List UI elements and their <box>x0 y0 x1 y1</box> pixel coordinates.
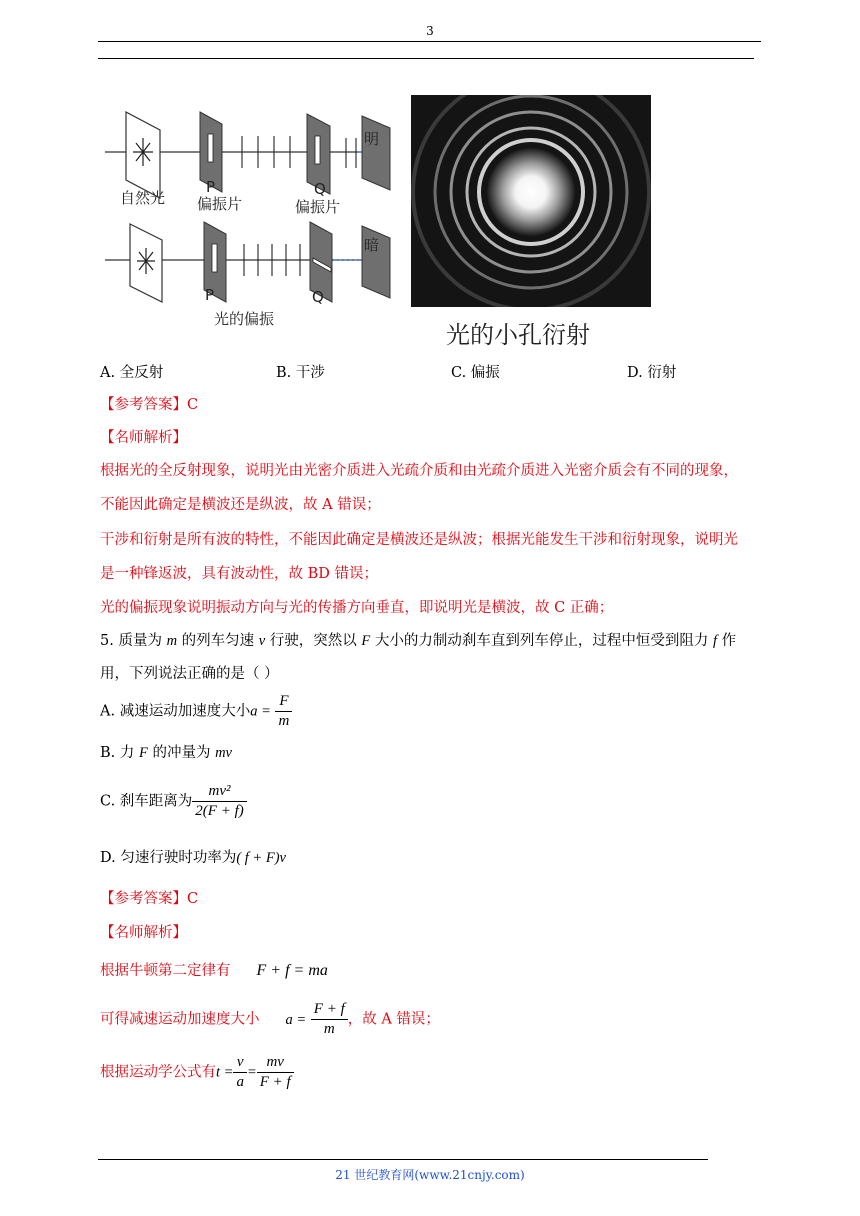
label-dark: 暗 <box>364 236 380 254</box>
label-p2: P <box>205 286 215 304</box>
polarization-diagram <box>100 88 406 338</box>
footer-link[interactable]: 21 世纪教育网(www.21cnjy.com) <box>335 1168 525 1182</box>
q4-analysis-line-5: 光的偏振现象说明振动方向与光的传播方向垂直，即说明光是横波，故 C 正确； <box>100 600 614 616</box>
q4-analysis-line-3: 干涉和衍射是所有波的特性，不能因此确定是横波还是纵波；根据光能发生干涉和衍射现象，说明光 <box>100 532 738 548</box>
q5-stem-line-1: 5. 质量为 m 的列车匀速 v 行驶，突然以 F 大小的力制动刹车直到列车停止，过程中恒受到阻力 f 作 <box>100 633 737 649</box>
vertical-vibration-arrows-2 <box>346 138 356 168</box>
q5-option-a: A. 减速运动加速度大小a = $\frac{F}{m}$ <box>100 692 292 731</box>
q4-analysis-line-1: 根据光的全反射现象，说明光由光密介质进入光疏介质和由光疏介质进入光密介质会有不同的现象， <box>100 463 738 479</box>
page-number: 3 <box>426 24 434 38</box>
q5-analysis-line-1: 根据牛顿第二定律有 F + f = ma <box>100 962 328 979</box>
q4-analysis-label: 【名师解析】 <box>100 430 187 446</box>
q4-option-b: B. 干涉 <box>276 365 325 381</box>
diffraction-pattern-image <box>411 95 651 307</box>
q4-option-d: D. 衍射 <box>627 365 677 381</box>
q5-option-a-fraction: $\frac{F}{m}$ <box>275 692 292 731</box>
q5-analysis-line-2: 可得减速运动加速度大小 a = $\frac{F + f}{m}$ ，故 A 错误； <box>100 1001 440 1037</box>
label-q1: Q <box>314 180 326 198</box>
screen-bright <box>362 116 390 190</box>
label-p1: P <box>206 178 216 196</box>
q4-option-a: A. 全反射 <box>100 365 164 381</box>
diffraction-caption: 光的小孔衍射 <box>446 321 590 349</box>
q5-analysis-fraction-t2: $\frac{mv}{F + f}$ <box>257 1053 294 1092</box>
footer-rule <box>98 1159 708 1160</box>
q5-answer: 【参考答案】C <box>100 891 199 907</box>
q5-analysis-label: 【名师解析】 <box>100 925 187 941</box>
header-rule-top <box>98 41 761 42</box>
label-polarizer-1: 偏振片 <box>197 195 243 213</box>
q4-analysis-line-2: 不能因此确定是横波还是纵波，故 A 错误； <box>100 497 381 513</box>
q5-analysis-fraction-a: $\frac{F + f}{m}$ <box>311 1000 348 1039</box>
label-polarizer-2: 偏振片 <box>295 198 341 216</box>
q5-option-d: D. 匀速行驶时功率为( f + F)v <box>100 850 286 866</box>
q5-analysis-fraction-t1: $\frac{v}{a}$ <box>233 1053 247 1092</box>
header-rule-bottom <box>98 58 754 59</box>
label-natural-light: 自然光 <box>120 189 166 207</box>
q5-option-c: C. 刹车距离为 $\frac{\text{mv²}}{2(F + f)}$ <box>100 782 247 821</box>
q4-analysis-line-4: 是一种锋返波，具有波动性，故 BD 错误； <box>100 566 378 582</box>
q4-answer: 【参考答案】C <box>100 397 199 413</box>
polarization-caption: 光的偏振 <box>214 310 275 328</box>
label-bright: 明 <box>364 130 380 148</box>
q5-analysis-line-3: 根据运动学公式有t = $\frac{v}{a}$ = $\frac{mv}{F + f}$ <box>100 1053 294 1092</box>
q5-option-c-fraction: $\frac{\text{mv²}}{2(F + f)}$ <box>192 782 246 821</box>
label-q2: Q <box>312 288 324 306</box>
q5-option-b: B. 力 F 的冲量为 mv <box>100 745 232 761</box>
q5-stem-line-2: 用，下列说法正确的是（ ） <box>100 666 279 682</box>
q4-option-c: C. 偏振 <box>451 365 500 381</box>
